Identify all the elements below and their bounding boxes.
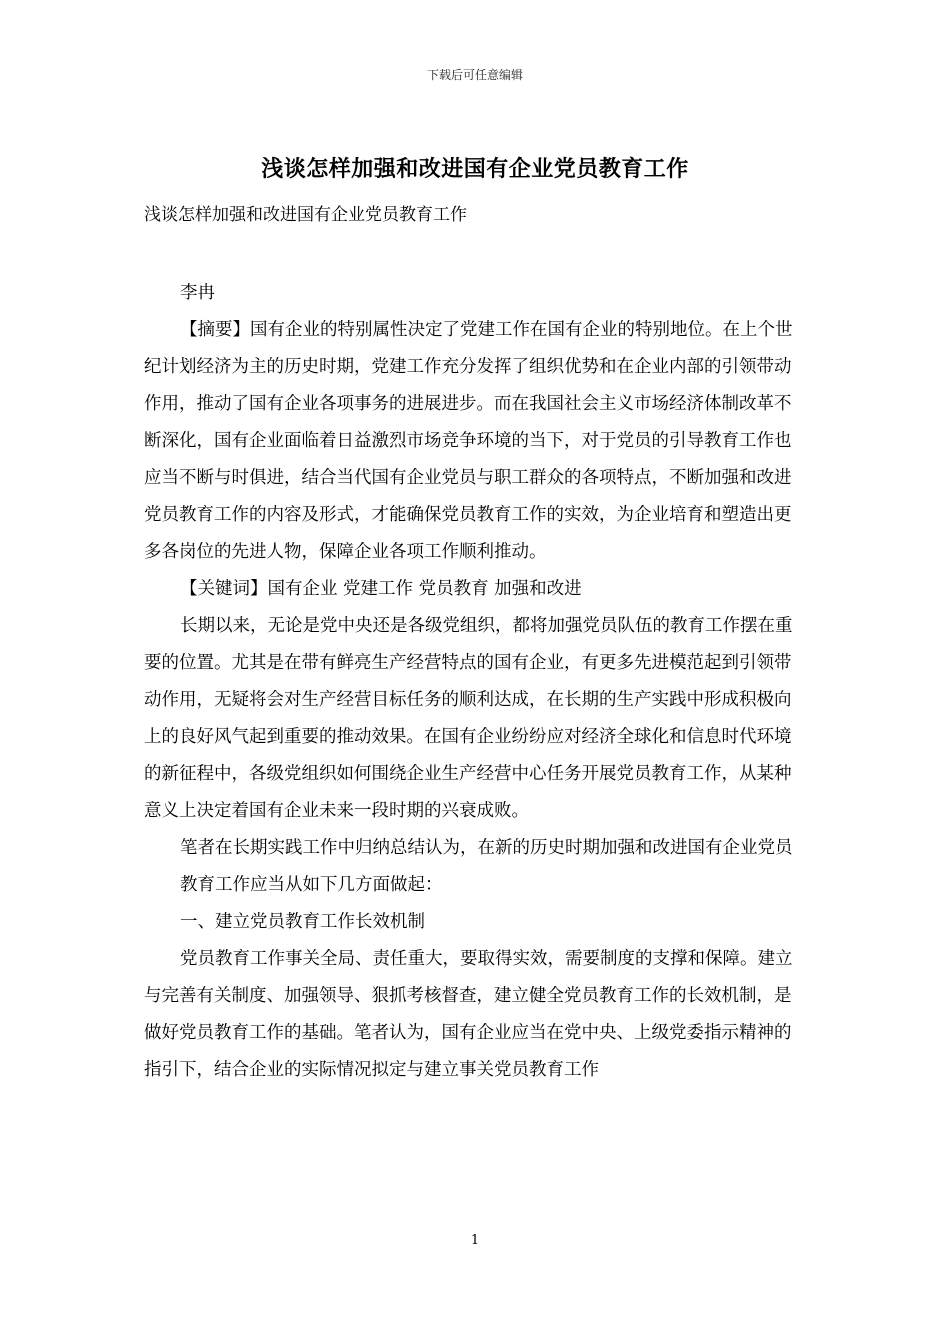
keywords-line: 【关键词】国有企业 党建工作 党员教育 加强和改进 [180,579,582,599]
header-note: 下载后可任意编辑 [426,68,523,82]
body-paragraph: 教育工作应当从如下几方面做起： [180,875,443,895]
body-paragraph: 笔者在长期实践工作中归纳总结认为，在新的历史时期加强和改进国有企业党员 [180,838,793,858]
document-title: 浅谈怎样加强和改进国有企业党员教育工作 [261,156,689,182]
document-body [144,275,808,1089]
author-name: 李冉 [180,283,215,303]
body-paragraph: 党员教育工作事关全局、责任重大，要取得实效，需要制度的支撑和保障。建立与完善有关制度、加强领导、狠抓考核督查，建立健全党员教育工作的长效机制，是做好党员教育工作的基础。笔者认为，国有企业应当在党中央、上级党委指示精神的指引下，结合企业的实际情况拟定与建立事关党员教育工作 [144,949,793,1080]
body-paragraph: 长期以来，无论是党中央还是各级党组织，都将加强党员队伍的教育工作摆在重要的位置。尤其是在带有鲜亮生产经营特点的国有企业，有更多先进模范起到引领带动作用，无疑将会对生产经营目标任务的顺利达成，在长期的生产实践中形成积极向上的良好风气起到重要的推动效果。在国有企业纷纷应对经济全球化和信息时代环境的新征程中，各级党组织如何围绕企业生产经营中心任务开展党员教育工作，从某种意义上决定着国有企业未来一段时期的兴衰成败。 [144,616,793,821]
document-subtitle: 浅谈怎样加强和改进国有企业党员教育工作 [144,205,467,225]
page-number: 1 [470,1233,480,1248]
section-heading: 一、建立党员教育工作长效机制 [180,912,425,932]
abstract-paragraph: 【摘要】国有企业的特别属性决定了党建工作在国有企业的特别地位。在上个世纪计划经济为主的历史时期，党建工作充分发挥了组织优势和在企业内部的引领带动作用，推动了国有企业各项事务的进展进步。而在我国社会主义市场经济体制改革不断深化，国有企业面临着日益激烈市场竞争环境的当下，对于党员的引导教育工作也应当不断与时俱进，结合当代国有企业党员与职工群众的各项特点，不断加强和改进党员教育工作的内容及形式，才能确保党员教育工作的实效，为企业培育和塑造出更多各岗位的先进人物，保障企业各项工作顺利推动。 [144,320,793,562]
